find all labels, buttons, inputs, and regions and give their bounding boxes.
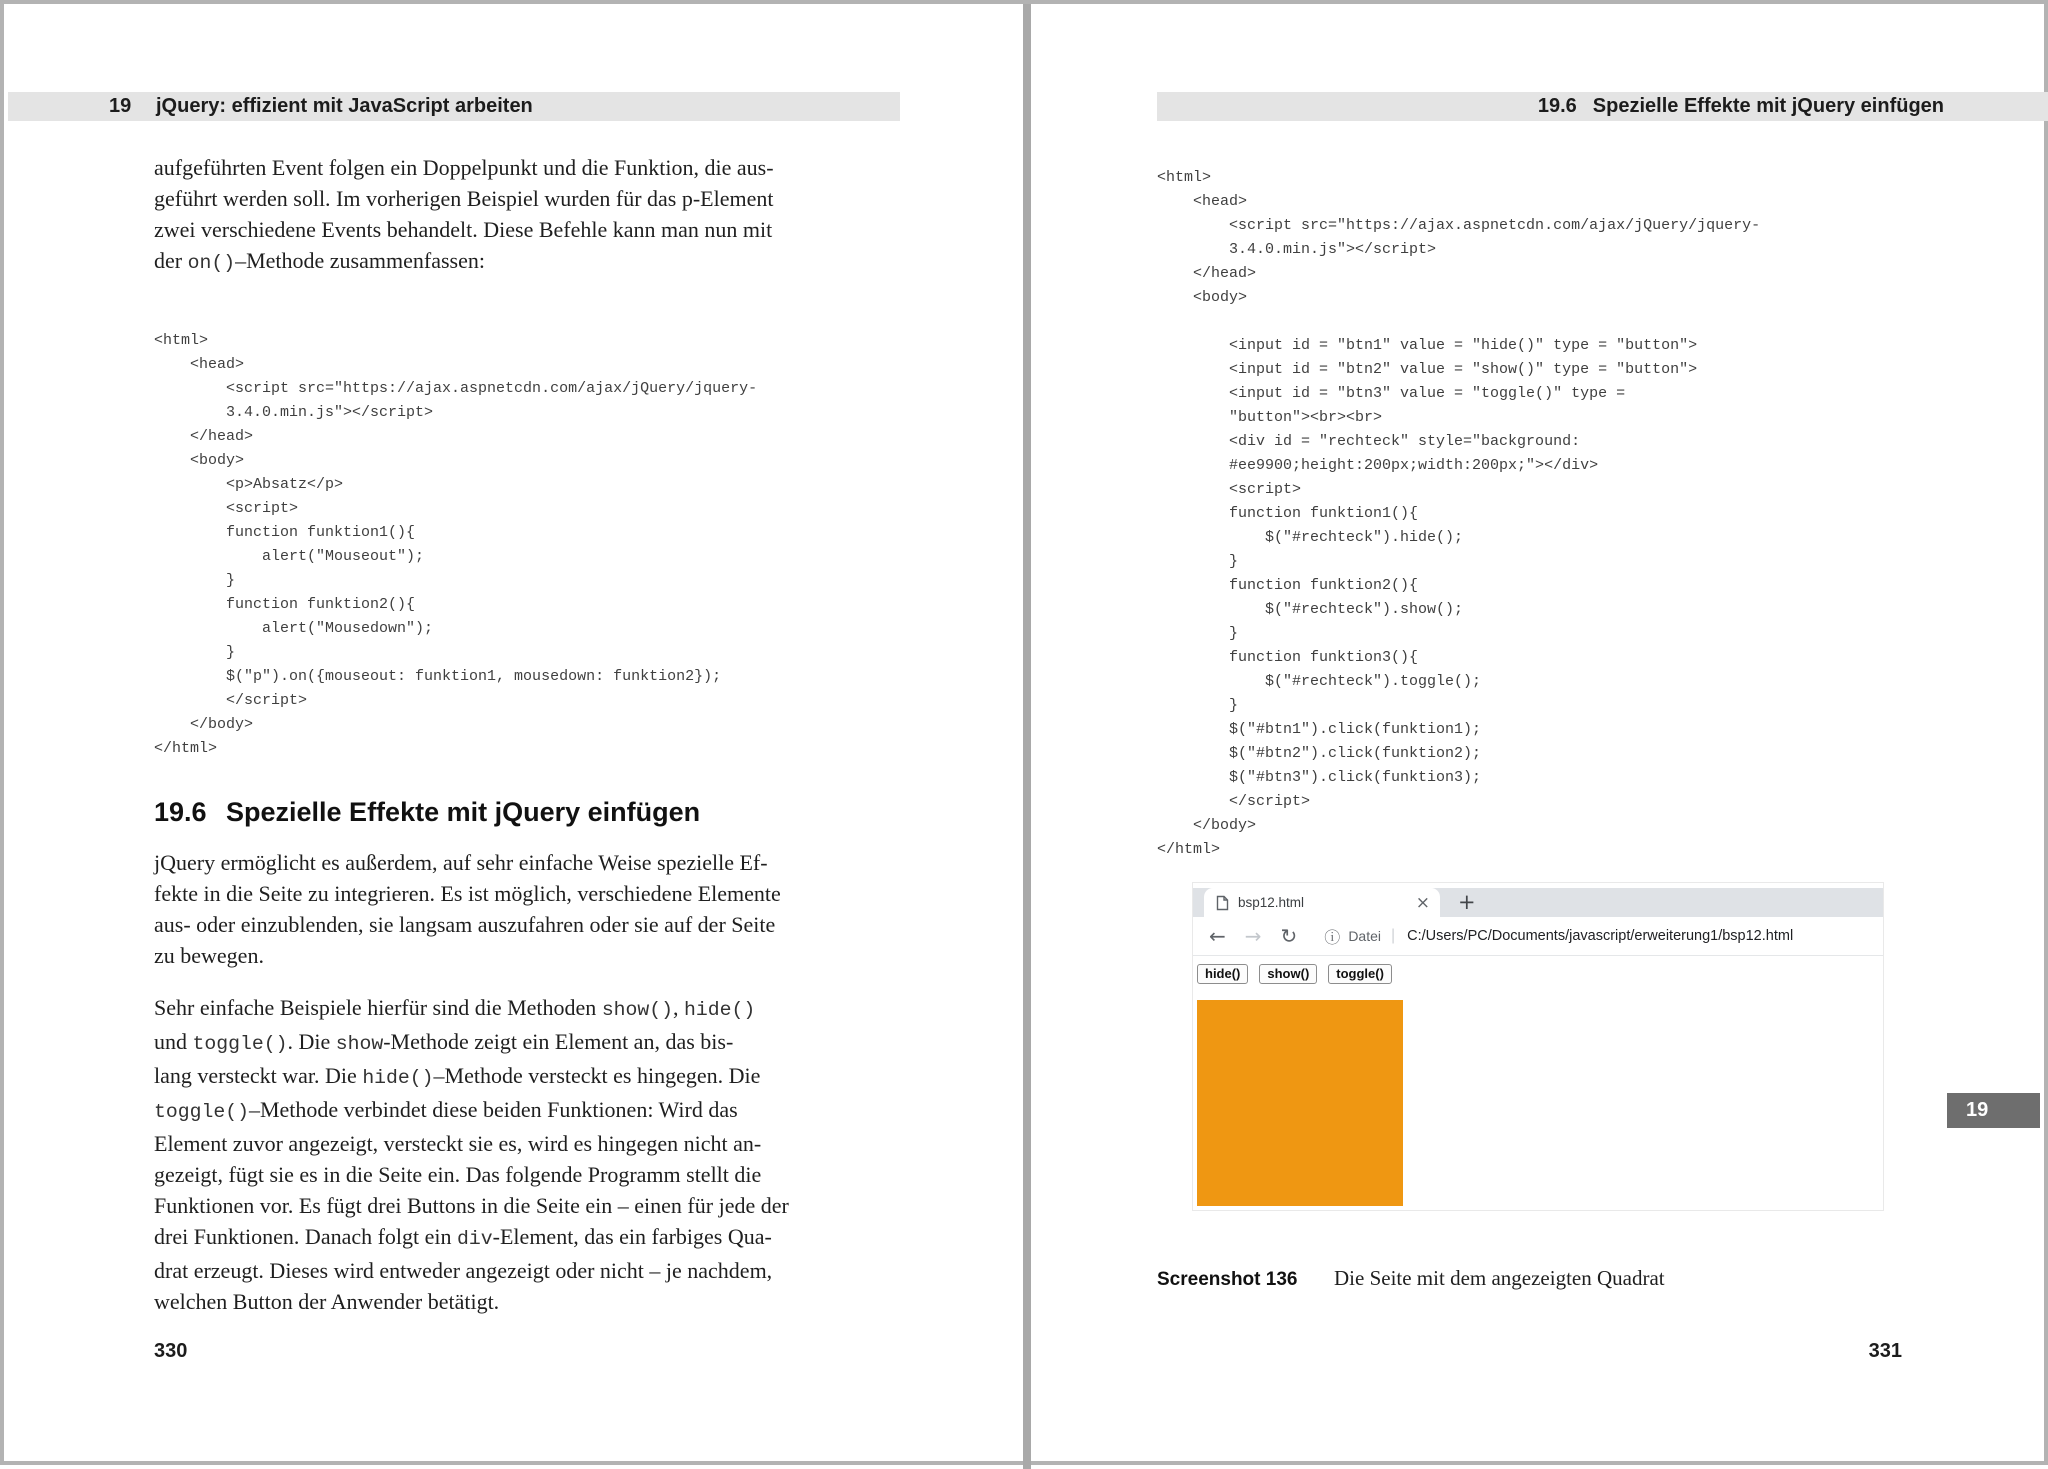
paragraph-methods: Sehr einfache Beispiele hierfür sind die Methoden show(), hide() und toggle(). Die show-Methode zeigt ein Element an, das bis- lang versteckt war. Die hide()–Methode versteckt es hingegen. Die toggle()–Methode verbindet diese beiden Funktionen: Wird das Element zuvor angezeigt, versteckt sie es, wird es hingegen nicht an- gezeigt, fügt sie es in die Seite ein. Das folgende Programm stellt die Funktionen vor. Es fügt drei Buttons in die Seite ein – einen für jede der drei Funktionen. Danach folgt ein div-Element, das ein farbiges Qua- drat erzeugt. Dieses wird entweder angezeigt oder nicht – je nachdem, welchen Button der Anwender betätigt. xyxy=(154,995,789,1314)
page-number-left: 330 xyxy=(154,1340,188,1362)
button-row xyxy=(1197,964,1883,984)
show-button[interactable]: show() xyxy=(1259,964,1317,984)
section-title: Spezielle Effekte mit jQuery einfügen xyxy=(226,797,701,827)
section-number-head: 19.6 xyxy=(1537,95,1577,117)
browser-screenshot xyxy=(1192,882,1884,1211)
toggle-button[interactable]: toggle() xyxy=(1328,964,1392,984)
right-running-head xyxy=(1157,92,2048,121)
chapter-title: jQuery: effizient mit JavaScript arbeiten xyxy=(156,95,533,117)
forward-icon[interactable]: → xyxy=(1244,924,1262,948)
section-number: 19.6 xyxy=(154,797,207,827)
caption-text: Die Seite mit dem angezeigten Quadrat xyxy=(1334,1266,1665,1290)
chapter-thumb-tab: 19 xyxy=(1947,1093,2040,1128)
orange-square xyxy=(1197,1000,1403,1206)
browser-tab-bar xyxy=(1193,883,1883,917)
code-listing-right: <html> <head> <script src="https://ajax.aspnetcdn.com/ajax/jQuery/jquery- 3.4.0.min.js"></script> </head> <body> <input id = "btn1" value = "hide()" type = "button"> <input id = "btn2" value = "show()" type = "button"> <input id = "btn3" value = "toggle()" type = "button"><br><br> <div id = "rechteck" style="background: #ee9900;height:200px;width:200px;"></div> <script> function funktion1(){ $("#rechteck").hide(); } function funktion2(){ $("#rechteck").show(); } function funktion3(){ $("#rechteck").toggle(); } $("#btn1").click(funktion1); $("#btn2").click(funktion2); $("#btn3").click(funktion3); </script> </body> </html> xyxy=(1157,169,1761,858)
back-icon[interactable]: ← xyxy=(1209,924,1226,948)
left-running-head xyxy=(8,92,900,121)
code-listing-left: <html> <head> <script src="https://ajax.aspnetcdn.com/ajax/jQuery/jquery- 3.4.0.min.js"></script> </head> <body> <p>Absatz</p> <script> function funktion1(){ alert("Mouseout"); } function funktion2(){ alert("Mousedown"); } $("p").on({mouseout: funktion1, mousedown: funktion2}); </script> </body> </html> xyxy=(154,332,758,757)
screenshot-caption xyxy=(1157,1266,1665,1291)
hide-button[interactable]: hide() xyxy=(1197,964,1248,984)
caption-label: Screenshot 136 xyxy=(1157,1269,1298,1290)
browser-tab[interactable] xyxy=(1204,888,1440,917)
page-info-icon[interactable]: ⓘ xyxy=(1324,927,1341,947)
new-tab-icon[interactable]: + xyxy=(1458,890,1476,914)
close-icon[interactable]: × xyxy=(1415,892,1430,913)
paragraph-intro: aufgeführten Event folgen ein Doppelpunkt und die Funktion, die aus- geführt werden soll. Im vorherigen Beispiel wurden für das p-Element zwei verschiedene Events behandelt. Diese Befehle kann man nun mit der on()–Methode zusammenfassen: xyxy=(154,155,774,274)
section-title-head: Spezielle Effekte mit jQuery einfügen xyxy=(1592,95,1944,117)
url-text[interactable]: C:/Users/PC/Documents/javascript/erweiterung1/bsp12.html xyxy=(1407,928,1794,944)
tab-title: bsp12.html xyxy=(1238,895,1305,910)
reload-icon[interactable]: ↻ xyxy=(1280,924,1298,948)
chapter-number: 19 xyxy=(109,95,132,117)
section-heading xyxy=(154,797,700,828)
browser-page-content xyxy=(1193,956,1883,1206)
page-number-right: 331 xyxy=(1868,1340,1902,1362)
document-icon xyxy=(1216,895,1229,911)
url-origin-label: Datei xyxy=(1348,928,1381,944)
url-separator: | xyxy=(1391,927,1396,944)
paragraph-effects: jQuery ermöglicht es außerdem, auf sehr einfache Weise spezielle Ef- fekte in die Seite zu integrieren. Es ist möglich, verschiedene Elemente aus- oder einzublenden, sie langsam auszufahren oder sie auf der Seite zu bewegen. xyxy=(154,850,781,968)
page-divider xyxy=(1023,4,1031,1469)
browser-address-bar xyxy=(1193,917,1883,956)
